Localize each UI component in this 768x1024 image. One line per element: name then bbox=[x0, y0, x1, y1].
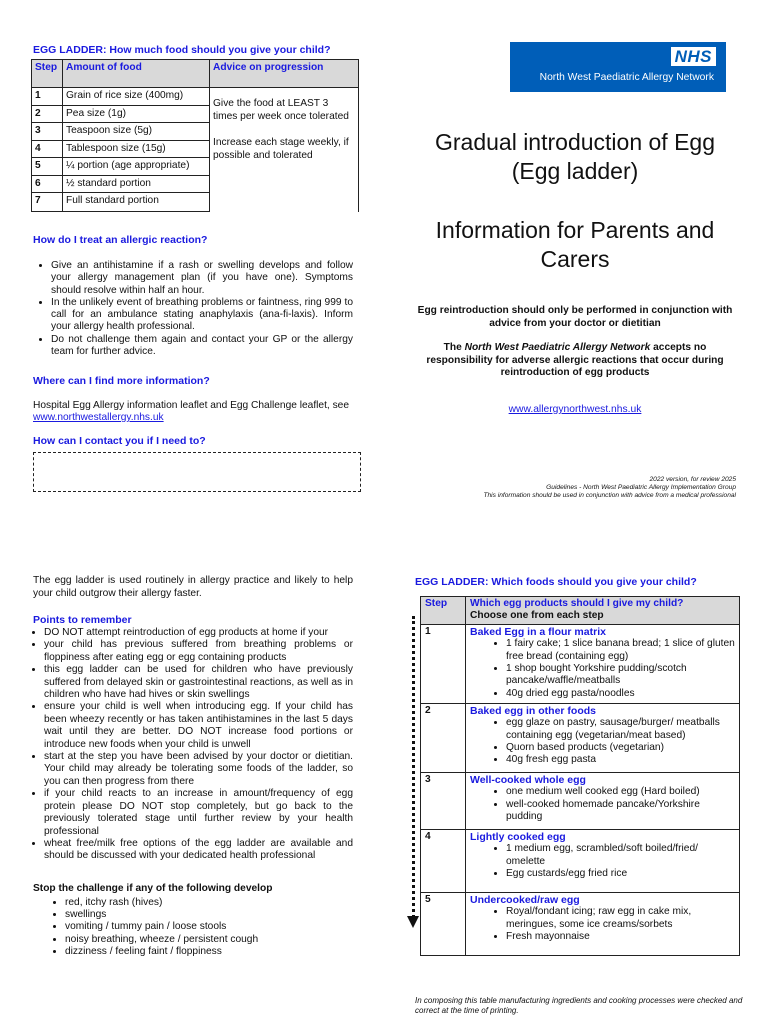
column-header-products bbox=[466, 597, 740, 625]
stop-heading: Stop the challenge if any of the following develop bbox=[33, 883, 273, 894]
notice-2-org: North West Paediatric Allergy Network bbox=[464, 342, 651, 353]
column-header-advice: Advice on progression bbox=[210, 60, 359, 88]
notice-2 bbox=[410, 342, 740, 380]
step-title: Baked Egg in a flour matrix bbox=[470, 625, 606, 638]
table-row bbox=[421, 772, 740, 829]
step-title: Well-cooked whole egg bbox=[470, 773, 586, 786]
amount-cell: Teaspoon size (5g) bbox=[63, 123, 210, 141]
list-item: • 1 shop bought Yorkshire pudding/scotch pancake/waffle/meatballs bbox=[506, 663, 735, 688]
step-number: 5 bbox=[32, 158, 63, 176]
subtitle-line-2: Carers bbox=[540, 246, 610, 272]
page-subtitle bbox=[400, 216, 750, 274]
contact-box[interactable] bbox=[33, 452, 361, 492]
column-header-step: Step bbox=[421, 597, 466, 625]
egg-ladder-amount-heading: EGG LADDER: How much food should you give your child? bbox=[33, 44, 331, 56]
notice-2-pre: The bbox=[443, 342, 465, 353]
cover-footer bbox=[380, 476, 736, 501]
list-item: • ensure your child is well when introducing egg. If your child has been wheezy recently or has taken antihistamines in the last 5 days wait until they are better. DO NOT increase food portions or introduce new foods when your child is unwell bbox=[44, 701, 353, 751]
step-number: 7 bbox=[32, 193, 63, 212]
more-info-text: Hospital Egg Allergy information leaflet and Egg Challenge leaflet, see bbox=[33, 400, 350, 411]
list-item: • one medium well cooked egg (Hard boiled) bbox=[506, 786, 735, 798]
column-header-amount: Amount of food bbox=[63, 60, 210, 88]
network-name: North West Paediatric Allergy Network bbox=[539, 72, 714, 83]
list-item: • Royal/fondant icing; raw egg in cake mix, meringues, some ice creams/sorbets bbox=[506, 906, 735, 931]
contact-heading: How can I contact you if I need to? bbox=[33, 435, 206, 447]
notice-1: Egg reintroduction should only be performed in conjunction with advice from your doctor or dietitian bbox=[417, 305, 733, 329]
list-item: • Give an antihistamine if a rash or swelling develops and follow your allergy management plan (if you have one). Symptoms should resolve within half an hour. bbox=[51, 260, 353, 297]
notice-2-post: accepts no responsibility for adverse allergic reactions that occur during reintroduction of egg products bbox=[426, 342, 724, 378]
progression-arrow-line bbox=[412, 616, 415, 918]
column-header-instruction: Choose one from each step bbox=[470, 610, 604, 622]
table-row bbox=[421, 829, 740, 892]
nhs-banner bbox=[510, 42, 726, 92]
amount-cell: Pea size (1g) bbox=[63, 105, 210, 123]
egg-ladder-foods-heading: EGG LADDER: Which foods should you give your child? bbox=[415, 576, 697, 588]
step-number: 3 bbox=[421, 772, 466, 829]
table-row bbox=[421, 703, 740, 772]
nhs-logo: NHS bbox=[671, 47, 716, 66]
step-title: Undercooked/raw egg bbox=[470, 893, 580, 906]
footer-disclaimer: This information should be used in conjunction with advice from a medical professional bbox=[483, 492, 736, 500]
list-item: • egg glaze on pastry, sausage/burger/ meatballs containing egg (vegetarian/meat based) bbox=[506, 717, 735, 742]
footer-guidelines: Guidelines - North West Paediatric Allergy Implementation Group bbox=[546, 484, 736, 492]
step-cell bbox=[466, 829, 740, 892]
table-header-row bbox=[32, 60, 359, 88]
title-line-1: Gradual introduction of Egg bbox=[434, 129, 715, 155]
more-info-heading: Where can I find more information? bbox=[33, 375, 210, 387]
points-list bbox=[33, 627, 353, 863]
amount-cell: Grain of rice size (400mg) bbox=[63, 88, 210, 106]
step-number: 3 bbox=[32, 123, 63, 141]
step-number: 4 bbox=[32, 140, 63, 158]
list-item: • wheat free/milk free options of the egg ladder are available and should be discussed with your dedicated health professional bbox=[44, 838, 353, 863]
page-title bbox=[400, 128, 750, 186]
step-number: 1 bbox=[32, 88, 63, 106]
list-item: • Quorn based products (vegetarian) bbox=[506, 742, 735, 754]
footer-version: 2022 version, for review 2025 bbox=[649, 476, 736, 483]
amount-cell: Full standard portion bbox=[63, 193, 210, 212]
table-footnote: In composing this table manufacturing ingredients and cooking processes were checked and correct at the time of printing. bbox=[415, 996, 743, 1015]
egg-ladder-foods-table bbox=[420, 596, 740, 956]
intro-text: The egg ladder is used routinely in allergy practice and likely to help your child outgrow their allergy faster. bbox=[33, 575, 353, 599]
step-title: Baked egg in other foods bbox=[470, 704, 597, 717]
list-item: • Fresh mayonnaise bbox=[506, 931, 735, 943]
step-number: 6 bbox=[32, 175, 63, 193]
advice-cell bbox=[210, 88, 359, 212]
egg-ladder-amount-table bbox=[31, 59, 359, 212]
step-number: 4 bbox=[421, 829, 466, 892]
allergic-reaction-list bbox=[33, 260, 353, 358]
list-item: • DO NOT attempt reintroduction of egg products at home if your bbox=[44, 627, 353, 639]
amount-cell: ¼ portion (age appropriate) bbox=[63, 158, 210, 176]
step-number: 5 bbox=[421, 892, 466, 955]
list-item: • your child has previous suffered from breathing problems or floppiness after eating egg or egg containing products bbox=[44, 639, 353, 664]
northwest-allergy-link[interactable]: www.northwestallergy.nhs.uk bbox=[33, 412, 164, 424]
more-info-text-block bbox=[33, 400, 363, 425]
column-header-question: Which egg products should I give my child? bbox=[470, 598, 684, 609]
points-heading: Points to remember bbox=[33, 614, 132, 626]
amount-cell: ½ standard portion bbox=[63, 175, 210, 193]
list-item: • In the unlikely event of breathing problems or faintness, ring 999 to call for an ambulance stating anaphylaxis (ana-fi-laxis). Inform your allergy health professional. bbox=[51, 297, 353, 334]
list-item: • 1 fairy cake; 1 slice banana bread; 1 slice of gluten free bread (containing egg) bbox=[506, 638, 735, 663]
step-cell bbox=[466, 772, 740, 829]
step-cell bbox=[466, 892, 740, 955]
allergic-reaction-heading: How do I treat an allergic reaction? bbox=[33, 234, 208, 246]
table-row bbox=[421, 892, 740, 955]
table-row bbox=[421, 624, 740, 703]
step-title: Lightly cooked egg bbox=[470, 830, 566, 843]
step-cell bbox=[466, 624, 740, 703]
list-item: • start at the step you have been advised by your doctor or dietitian. Your child may already be tolerating some foods of the ladder, so you can then progress from there bbox=[44, 751, 353, 788]
list-item: • this egg ladder can be used for children who have previously suffered from delayed skin or gastrointestinal reactions, as well as in children who have had hives or skin swellings bbox=[44, 664, 353, 701]
list-item: • 40g dried egg pasta/noodles bbox=[506, 688, 735, 700]
list-item: • dizziness / feeling faint / floppiness bbox=[65, 946, 353, 958]
stop-list bbox=[33, 897, 353, 958]
list-item: • 40g fresh egg pasta bbox=[506, 754, 735, 766]
list-item: • if your child reacts to an increase in amount/frequency of egg protein please DO NOT stop completely, but go back to the previously tolerated stage until further review by your health professional bbox=[44, 788, 353, 838]
advice-text-2: Increase each stage weekly, if possible and tolerated bbox=[213, 137, 349, 161]
list-item: • red, itchy rash (hives) bbox=[65, 897, 353, 909]
step-number: 1 bbox=[421, 624, 466, 703]
title-line-2: (Egg ladder) bbox=[511, 158, 639, 184]
list-item: • Egg custards/egg fried rice bbox=[506, 868, 735, 880]
arrow-down-icon bbox=[407, 916, 419, 928]
list-item: • swellings bbox=[65, 909, 353, 921]
step-number: 2 bbox=[32, 105, 63, 123]
step-cell bbox=[466, 703, 740, 772]
list-item: • Do not challenge them again and contact your GP or the allergy team for further advice. bbox=[51, 334, 353, 359]
table-row bbox=[32, 88, 359, 106]
list-item: • well-cooked homemade pancake/Yorkshire pudding bbox=[506, 799, 735, 824]
amount-cell: Tablespoon size (15g) bbox=[63, 140, 210, 158]
list-item: • 1 medium egg, scrambled/soft boiled/fried/ omelette bbox=[506, 843, 735, 868]
step-number: 2 bbox=[421, 703, 466, 772]
column-header-step: Step bbox=[32, 60, 63, 88]
website-link[interactable]: www.allergynorthwest.nhs.uk bbox=[508, 404, 642, 415]
advice-text-1: Give the food at LEAST 3 times per week once tolerated bbox=[213, 98, 349, 122]
table-header-row bbox=[421, 597, 740, 625]
subtitle-line-1: Information for Parents and bbox=[435, 217, 715, 243]
list-item: • noisy breathing, wheeze / persistent cough bbox=[65, 934, 353, 946]
list-item: • vomiting / tummy pain / loose stools bbox=[65, 921, 353, 933]
